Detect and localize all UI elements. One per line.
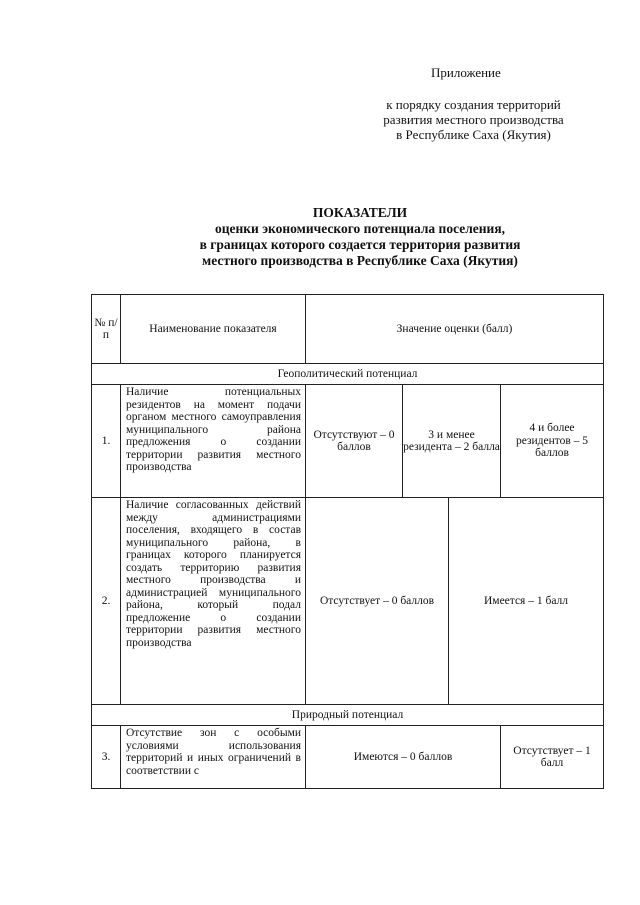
table-row [92,385,604,498]
row-value: 4 и более резидентов – 5 баллов [501,385,604,498]
row-num: 3. [92,726,121,789]
row-num: 1. [92,385,121,498]
heading-line: оценки экономического потенциала поселения, [214,221,506,236]
indicators-table [91,294,604,789]
row-indicator: Отсутствие зон с особыми условиями использования территорий и иных ограничений в соответствии с [121,726,306,789]
row-value: Имеются – 0 баллов [306,726,501,789]
appendix-title: Приложение [431,65,501,80]
heading-line: местного производства в Республике Саха (Якутия) [202,253,518,268]
table-row [92,726,604,789]
heading-line: в границах которого создается территория развития [199,237,521,252]
row-value: Отсутствует – 0 баллов [306,498,449,705]
document-heading [140,205,580,269]
appendix-line: в Республике Саха (Якутия) [396,127,551,142]
section-title: Геополитический потенциал [92,364,604,385]
table-row [92,498,604,705]
header-name: Наименование показателя [121,295,306,364]
header-value: Значение оценки (балл) [306,295,604,364]
appendix-line: к порядку создания территорий [386,97,561,112]
row-value: Отсутствует – 1 балл [501,726,604,789]
row-num: 2. [92,498,121,705]
row-indicator: Наличие согласованных действий между администрациями поселения, входящего в состав муниципального района, в границах которого планируется создать территорию развития местного производства и администрацией муниципального района, который подал предложение о создании территории развития местного производства [121,498,306,705]
row-value: Имеется – 1 балл [449,498,604,705]
row-value: 3 и менее резидента – 2 балла [403,385,501,498]
row-indicator: Наличие потенциальных резидентов на момент подачи органом местного самоуправления муниципального района предложения о создании территории развития местного производства [121,385,306,498]
section-row [92,364,604,385]
appendix-line: развития местного производства [383,112,564,127]
table-header-row [92,295,604,364]
heading-title: ПОКАЗАТЕЛИ [312,205,408,220]
row-value: Отсутствуют – 0 баллов [306,385,403,498]
header-num: № п/п [92,295,121,364]
section-title: Природный потенциал [92,705,604,726]
appendix-subtitle [366,97,581,142]
section-row [92,705,604,726]
